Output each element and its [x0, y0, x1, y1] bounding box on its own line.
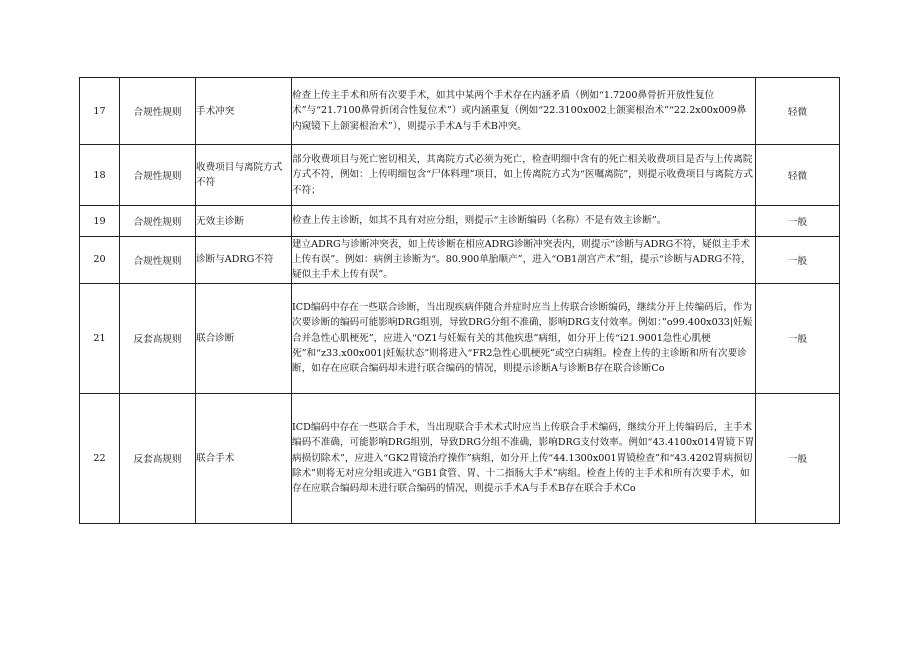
- rule-name: 联合手术: [196, 393, 292, 523]
- severity-level: 一般: [756, 283, 840, 393]
- table-row: [80, 237, 840, 284]
- rule-name: 无效主诊断: [196, 206, 292, 237]
- row-number: 22: [80, 393, 120, 523]
- rule-name: 诊断与ADRG不符: [196, 237, 292, 284]
- severity-level: 一般: [756, 206, 840, 237]
- table-row: [80, 145, 840, 206]
- table-row: [80, 283, 840, 393]
- row-number: 19: [80, 206, 120, 237]
- rule-type: 合规性规则: [120, 206, 196, 237]
- row-number: 18: [80, 145, 120, 206]
- severity-level: 一般: [756, 237, 840, 284]
- rule-description: ICD编码中存在一些联合手术，当出现联合手术术式时应当上传联合手术编码，继续分开上传编码后，主手术编码不准确，可能影响DRG组别，导致DRG分组不准确，影响DRG支付效率。例如“43.4100x014胃镜下胃病损切除术”，应进入“GK2胃镜治疗操作”病组，如分开上传“44.1300x001胃镜检查”和“43.4202胃病损切除术”则将无对应分组或进入“GB1食管、胃、十二指肠大手术”病组。检查上传的主手术和所有次要手术，如存在应联合编码却未进行联合编码的情况，则提示手术A与手术B存在联合手术Co: [292, 393, 756, 523]
- rule-type: 合规性规则: [120, 237, 196, 284]
- row-number: 17: [80, 78, 120, 145]
- severity-level: 一般: [756, 393, 840, 523]
- row-number: 20: [80, 237, 120, 284]
- rules-table: [79, 77, 840, 524]
- row-number: 21: [80, 283, 120, 393]
- rule-name: 联合诊断: [196, 283, 292, 393]
- rule-type: 反套高规则: [120, 283, 196, 393]
- rule-description: 检查上传主手术和所有次要手术，如其中某两个手术存在内涵矛盾（例如“1.7200鼻骨折开放性复位术”与“21.7100鼻骨折闭合性复位术”）或内涵重复（例如“22.3100x002上颌窦根治术”“22.2x00x009鼻内窥镜下上颌窦根治术”），则提示手术A与手术B冲突。: [292, 78, 756, 145]
- rule-type: 反套高规则: [120, 393, 196, 523]
- rule-name: 手术冲突: [196, 78, 292, 145]
- severity-level: 轻微: [756, 145, 840, 206]
- rule-type: 合规性规则: [120, 145, 196, 206]
- severity-level: 轻微: [756, 78, 840, 145]
- rule-description: 部分收费项目与死亡密切相关，其离院方式必须为死亡，检查明细中含有的死亡相关收费项目是否与上传离院方式不符，例如：上传明细包含“尸体料理”项目，如上传离院方式为“医嘱离院”，则提示收费项目与离院方式不符；: [292, 145, 756, 206]
- rule-description: 检查上传主诊断，如其不具有对应分组，则提示“主诊断编码（名称）不是有效主诊断”。: [292, 206, 756, 237]
- rule-name: 收费项目与离院方式不符: [196, 145, 292, 206]
- rule-description: ICD编码中存在一些联合诊断，当出现疾病伴随合并症时应当上传联合诊断编码，继续分开上传编码后，作为次要诊断的编码可能影响DRG组别，导致DRG分组不准确，影响DRG支付效率。例如：”o99.400x033|妊娠合并急性心肌梗死”，应进入“OZ1与妊娠有关的其他疾患”病组，如分开上传“i21.9001急性心肌梗死”和“z33.x00x001|妊娠状态”则将进入“FR2急性心肌梗死”或空白病组。检查上传的主诊断和所有次要诊断，如存在应联合编码却未进行联合编码的情况，则提示诊断A与诊断B存在联合诊断Co: [292, 283, 756, 393]
- rule-type: 合规性规则: [120, 78, 196, 145]
- table-row: [80, 78, 840, 145]
- table-row: [80, 206, 840, 237]
- rule-description: 建立ADRG与诊断冲突表，如上传诊断在相应ADRG诊断冲突表内，则提示“诊断与ADRG不符，疑似主手术上传有误”。例如：病例主诊断为“。80.900单胎顺产”，进入“OB1剖宫产术”组，提示“诊断与ADRG不符，疑似主手术上传有误”。: [292, 237, 756, 284]
- table-row: [80, 393, 840, 523]
